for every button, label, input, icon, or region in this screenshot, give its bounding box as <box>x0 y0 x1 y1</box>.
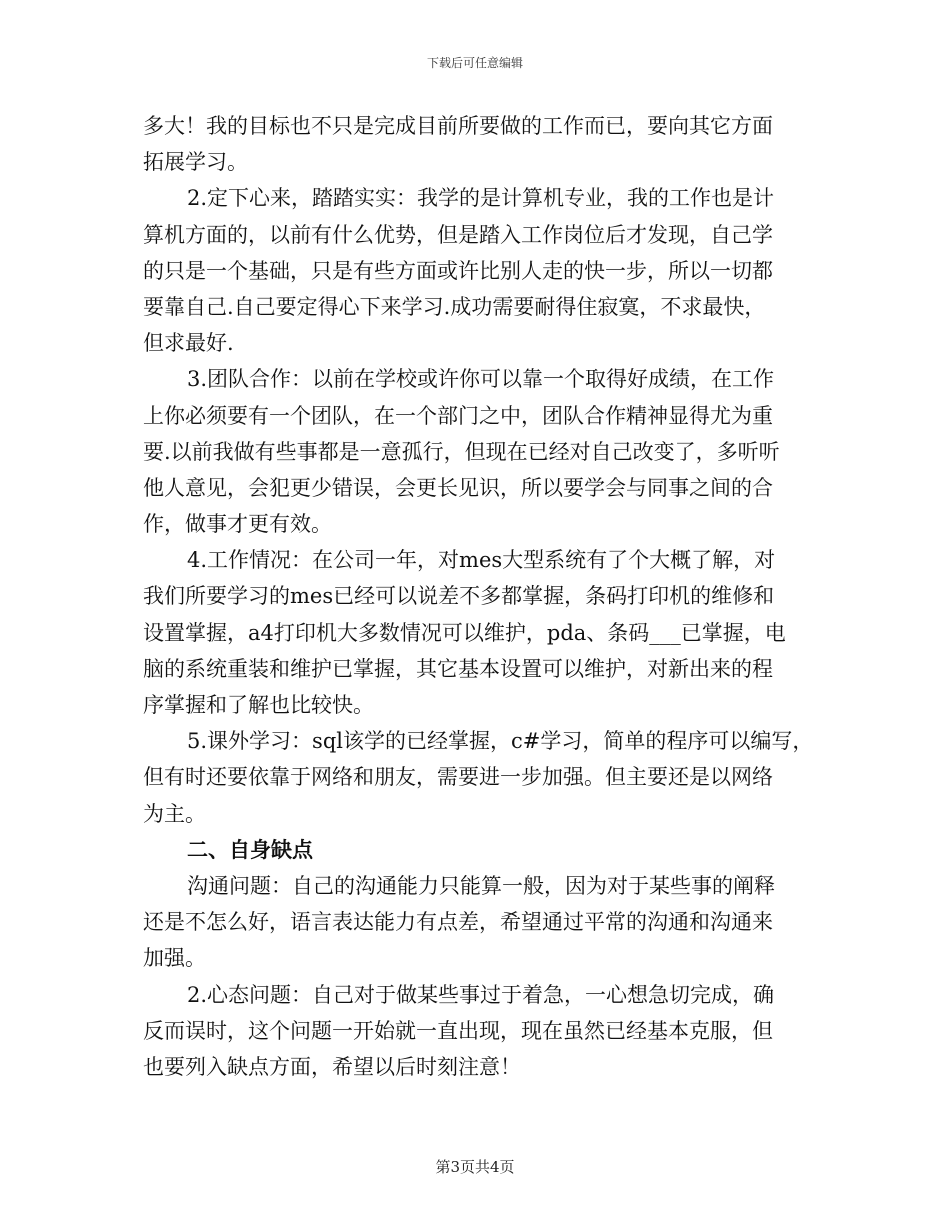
text-line: 序掌握和了解也比较快。 <box>143 693 374 717</box>
text-line: 脑的系统重装和维护已掌握，其它基本设置可以维护，对新出来的程 <box>143 656 773 681</box>
text-line: 2.定下心来，踏踏实实：我学的是计算机专业，我的工作也是计 <box>187 186 775 211</box>
text-line: 作，做事才更有效。 <box>143 512 332 537</box>
text-line: 5.课外学习：sql该学的已经掌握，c#学习，简单的程序可以编写， <box>187 729 814 754</box>
text-line: 3.团队合作：以前在学校或许你可以靠一个取得好成绩，在工作 <box>187 367 775 392</box>
text-line: 沟通问题：自己的沟通能力只能算一般，因为对于某些事的阐释 <box>187 873 775 898</box>
section-heading: 二、自身缺点 <box>187 836 313 862</box>
document-body <box>143 108 833 1085</box>
text-line: 也要列入缺点方面，希望以后时刻注意！ <box>143 1054 521 1079</box>
text-line: 还是不怎么好，语言表达能力有点差，希望通过平常的沟通和沟通来 <box>143 910 773 935</box>
text-line: 但有时还要依靠于网络和朋友，需要进一步加强。但主要还是以网络 <box>143 765 773 790</box>
page-header: 下载后可任意编辑 <box>426 56 523 70</box>
text-line: 4.工作情况：在公司一年，对mes大型系统有了个大概了解，对 <box>187 548 776 573</box>
text-line: 要.以前我做有些事都是一意孤行，但现在已经对自己改变了，多听听 <box>143 439 780 464</box>
text-line: 要靠自己.自己要定得心下来学习.成功需要耐得住寂寞，不求最快， <box>143 294 766 319</box>
text-line: 拓展学习。 <box>143 150 248 175</box>
text-line: 上你必须要有一个团队，在一个部门之中，团队合作精神显得尤为重 <box>143 403 773 428</box>
text-line: 加强。 <box>143 946 206 971</box>
text-line: 2.心态问题：自己对于做某些事过于着急，一心想急切完成，确 <box>187 982 775 1007</box>
text-line: 但求最好. <box>143 331 234 356</box>
page-footer: 第3页共4页 <box>435 1158 515 1176</box>
text-line: 设置掌握，a4打印机大多数情况可以维护，pda、条码___已掌握，电 <box>143 620 786 645</box>
text-line: 我们所要学习的mes已经可以说差不多都掌握，条码打印机的维修和 <box>143 584 775 609</box>
text-line: 的只是一个基础，只是有些方面或许比别人走的快一步，所以一切都 <box>143 258 773 283</box>
text-line: 算机方面的，以前有什么优势，但是踏入工作岗位后才发现，自己学 <box>143 222 773 247</box>
text-line: 他人意见，会犯更少错误，会更长见识，所以要学会与同事之间的合 <box>143 475 773 500</box>
text-line: 反而误时，这个问题一开始就一直出现，现在虽然已经基本克服，但 <box>143 1018 773 1043</box>
text-line: 多大！我的目标也不只是完成目前所要做的工作而已，要向其它方面 <box>143 114 773 138</box>
text-line: 为主。 <box>143 801 206 826</box>
